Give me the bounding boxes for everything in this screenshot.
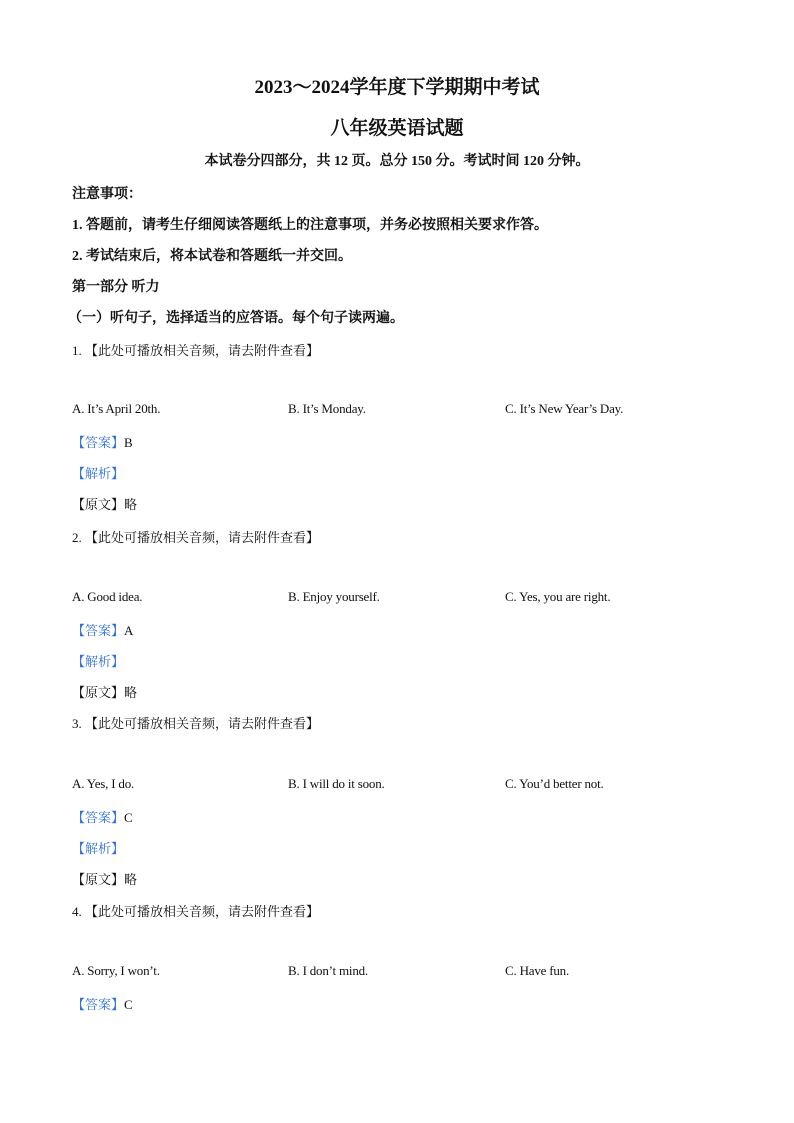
answer-row-2 bbox=[72, 620, 133, 639]
analysis-label-1: 【解析】 bbox=[72, 466, 125, 481]
option-1a: A. It’s April 20th. bbox=[72, 401, 161, 416]
original-row-3 bbox=[72, 869, 137, 888]
notice-heading: 注意事项： bbox=[72, 187, 142, 202]
exam-title: 2023～2024学年度下学期期中考试 bbox=[254, 77, 540, 98]
original-row-1 bbox=[72, 494, 137, 513]
original-label: 【原文】 bbox=[72, 872, 125, 887]
question-stem-3: 3. 【此处可播放相关音频，请去附件查看】 bbox=[72, 716, 320, 731]
answer-value: C bbox=[124, 810, 133, 825]
answer-label: 【答案】 bbox=[72, 997, 125, 1012]
question-stem-4: 4. 【此处可播放相关音频，请去附件查看】 bbox=[72, 904, 320, 919]
original-row-2 bbox=[72, 682, 137, 701]
notice-item-1: 1. 答题前，请考生仔细阅读答题纸上的注意事项，并务必按照相关要求作答。 bbox=[72, 218, 548, 233]
exam-info: 本试卷分四部分，共 12 页。总分 150 分。考试时间 120 分钟。 bbox=[204, 154, 590, 169]
original-value: 略 bbox=[124, 685, 138, 700]
answer-value: B bbox=[124, 435, 133, 450]
option-4c: C. Have fun. bbox=[505, 963, 570, 978]
section-heading: （一）听句子，选择适当的应答语。每个句子读两遍。 bbox=[68, 311, 404, 326]
answer-label: 【答案】 bbox=[72, 810, 125, 825]
option-3b: B. I will do it soon. bbox=[288, 776, 385, 791]
answer-row-4 bbox=[72, 994, 133, 1013]
question-stem-1: 1. 【此处可播放相关音频，请去附件查看】 bbox=[72, 343, 320, 358]
exam-subtitle: 八年级英语试题 bbox=[330, 118, 464, 139]
analysis-label-3: 【解析】 bbox=[72, 841, 125, 856]
notice-item-2: 2. 考试结束后，将本试卷和答题纸一并交回。 bbox=[72, 249, 352, 264]
option-4a: A. Sorry, I won’t. bbox=[72, 963, 160, 978]
option-3a: A. Yes, I do. bbox=[72, 776, 135, 791]
answer-label: 【答案】 bbox=[72, 623, 125, 638]
answer-label: 【答案】 bbox=[72, 435, 125, 450]
original-label: 【原文】 bbox=[72, 685, 125, 700]
answer-value: A bbox=[124, 623, 134, 638]
answer-value: C bbox=[124, 997, 133, 1012]
option-1c: C. It’s New Year’s Day. bbox=[505, 401, 624, 416]
option-2b: B. Enjoy yourself. bbox=[288, 589, 380, 604]
option-2c: C. Yes, you are right. bbox=[505, 589, 611, 604]
original-label: 【原文】 bbox=[72, 497, 125, 512]
answer-row-1 bbox=[72, 432, 133, 451]
part1-heading: 第一部分 听力 bbox=[72, 280, 160, 295]
answer-row-3 bbox=[72, 807, 133, 826]
option-1b: B. It’s Monday. bbox=[288, 401, 366, 416]
question-stem-2: 2. 【此处可播放相关音频，请去附件查看】 bbox=[72, 530, 320, 545]
option-3c: C. You’d better not. bbox=[505, 776, 604, 791]
original-value: 略 bbox=[124, 872, 138, 887]
original-value: 略 bbox=[124, 497, 138, 512]
analysis-label-2: 【解析】 bbox=[72, 654, 125, 669]
option-2a: A. Good idea. bbox=[72, 589, 143, 604]
option-4b: B. I don’t mind. bbox=[288, 963, 368, 978]
